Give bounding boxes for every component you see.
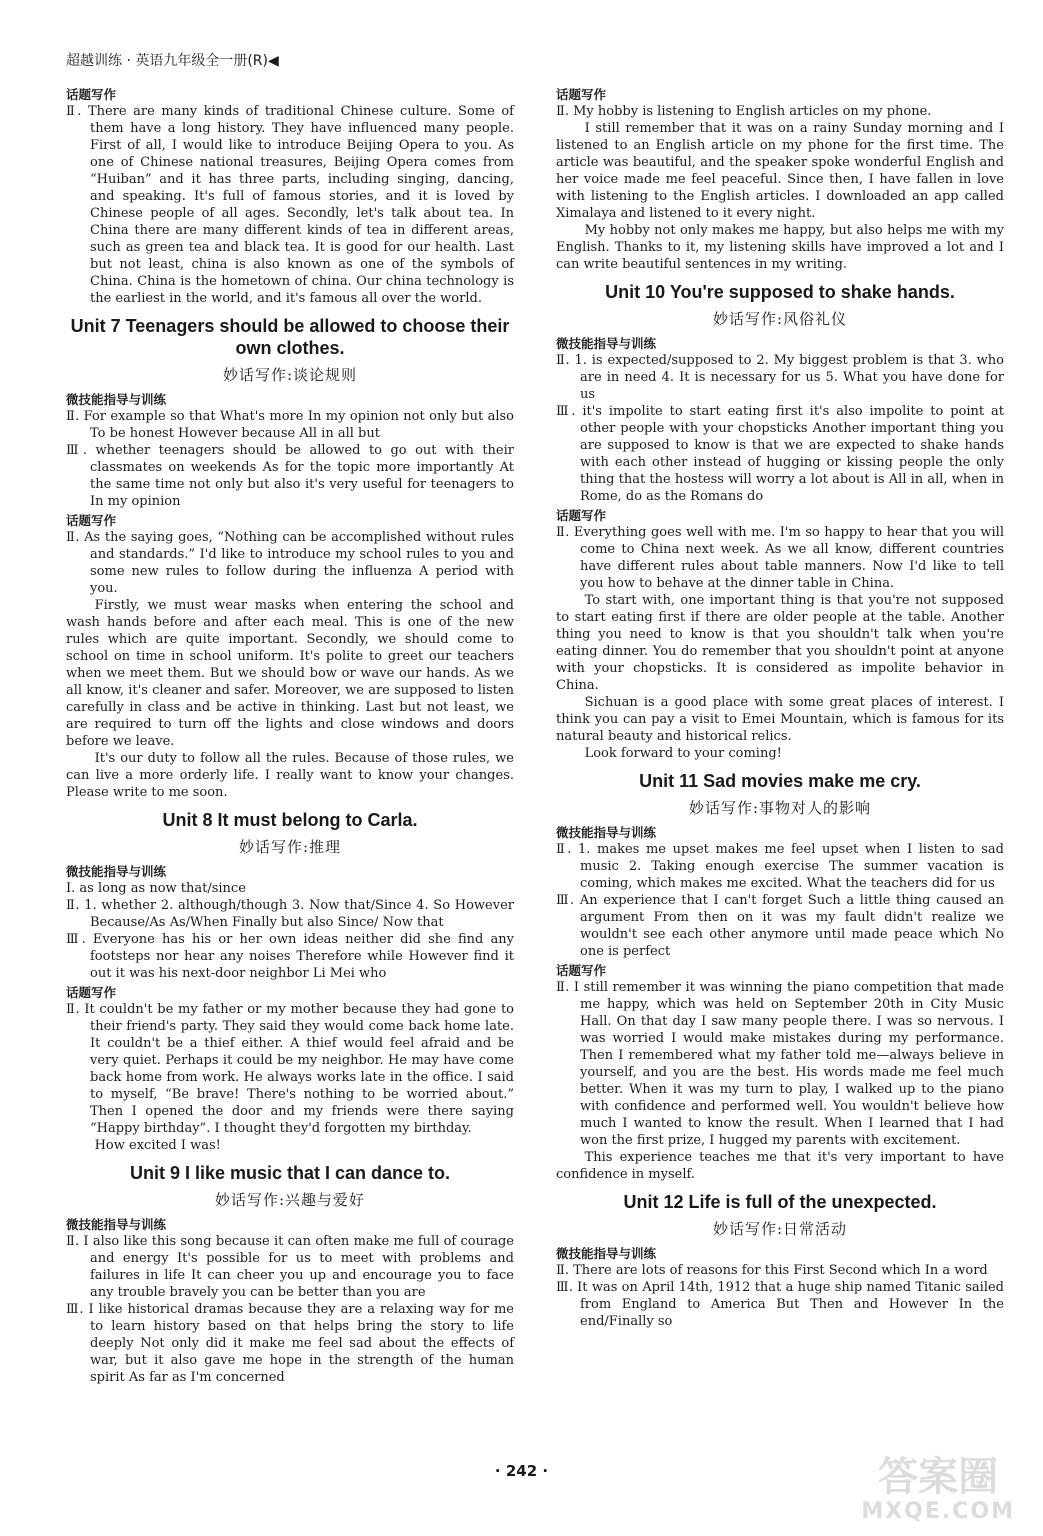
paragraph: This experience teaches me that it's very important to have confidence in myself.	[556, 1150, 1004, 1182]
right-column	[556, 84, 1004, 1330]
section-label: 微技能指导与训练	[556, 825, 657, 840]
paragraph: Ⅱ. My hobby is listening to English articles on my phone.	[556, 104, 932, 119]
unit-title: Unit 12 Life is full of the unexpected.	[623, 1192, 937, 1212]
left-column	[66, 84, 514, 1386]
section-label: 话题写作	[556, 963, 607, 978]
paragraph: Ⅲ. Everyone has his or her own ideas neither did she find any footsteps nor hear any noises Therefore while However find it out it was his next-door neighbor Li Mei who	[66, 932, 514, 981]
section-label: 话题写作	[66, 985, 117, 1000]
page-header: 超越训练 · 英语九年级全一册(R)◀	[66, 53, 279, 69]
paragraph: Sichuan is a good place with some great places of interest. I think you can pay a visit to Emei Mountain, which is famous for its natural beauty and historical relics.	[556, 695, 1004, 744]
page-number: · 242 ·	[494, 1462, 549, 1480]
writing-topic: 妙话写作:兴趣与爱好	[214, 1191, 366, 1209]
paragraph: My hobby not only makes me happy, but also helps me with my English. Thanks to it, my listening skills have improved a lot and I can write beautiful sentences in my writing.	[556, 223, 1004, 272]
section-label: 微技能指导与训练	[66, 1217, 167, 1232]
paragraph: To start with, one important thing is that you're not supposed to start eating first if there are older people at the table. Another thing you need to know is that you shouldn't talk when you're eating dinner. You do remember that you shouldn't point at anyone with your chopsticks. It is considered as impolite behavior in China.	[556, 593, 1004, 693]
unit-title: Unit 9 I like music that I can dance to.	[129, 1163, 451, 1183]
paragraph: Ⅱ. 1. whether 2. although/though 3. Now that/Since 4. So However Because/As As/When Finally but also Since/ Now that	[66, 898, 514, 930]
watermark-url: MXQE.COM	[861, 1499, 1015, 1524]
section-label: 微技能指导与训练	[66, 392, 167, 407]
writing-topic: 妙话写作:事物对人的影响	[688, 799, 872, 817]
section-label: 微技能指导与训练	[556, 336, 657, 351]
paragraph: Ⅲ. it's impolite to start eating first it's also impolite to point at other people with your chopsticks Another important thing you are supposed to know is that we are expected to shake hands with each other instead of hugging or kissing people the only thing that the hostess will worry a lot about is All in all, when in Rome, do as the Romans do	[556, 404, 1004, 504]
paragraph: Ⅰ. as long as now that/since	[66, 881, 246, 896]
paragraph: Look forward to your coming!	[584, 746, 782, 761]
watermark	[861, 1455, 1015, 1524]
watermark-text: 答案圈	[878, 1454, 999, 1500]
paragraph: Firstly, we must wear masks when entering the school and wash hands before and after each meal. This is one of the new rules which are quite important. Secondly, we should come to school on time in school uniform. It's polite to greet our teachers when we meet them. But we should bow or wave our hands. As we all know, it's cleaner and safer. Moreover, we are supposed to listen carefully in class and be active in thinking. Last but not least, we are required to turn off the lights and close windows and doors before we leave.	[66, 598, 514, 749]
unit-title: Unit 10 You're supposed to shake hands.	[605, 282, 955, 302]
section-label: 微技能指导与训练	[556, 1246, 657, 1261]
paragraph: Ⅱ. For example so that What's more In my opinion not only but also To be honest However because All in all but	[66, 409, 514, 441]
paragraph: Ⅱ. As the saying goes, “Nothing can be accomplished without rules and standards.” I'd like to introduce my school rules to you and some new rules to follow during the influenza A period with you.	[66, 530, 514, 596]
paragraph: Ⅲ. whether teenagers should be allowed to go out with their classmates on weekends As for the topic more importantly At the same time not only but also it's very useful for teenagers to In my opinion	[66, 443, 514, 509]
paragraph: Ⅱ. There are many kinds of traditional Chinese culture. Some of them have a long history. They have influenced many people. First of all, I would like to introduce Beijing Opera to you. As one of Chinese national treasures, Beijing Opera comes from “Huiban” and it has three parts, including singing, dancing, and speaking. It's full of famous stories, and it is loved by Chinese people of all ages. Secondly, let's talk about tea. In China there are many different kinds of tea in different areas, such as green tea and black tea. It is good for our health. Last but not least, china is also known as one of the symbols of China. China is the hometown of china. Our china technology is the earliest in the world, and it's famous all over the world.	[66, 104, 514, 306]
writing-topic: 妙话写作:谈论规则	[222, 366, 358, 384]
unit-title: Unit 8 It must belong to Carla.	[162, 810, 418, 830]
paragraph: Ⅲ. An experience that I can't forget Such a little thing caused an argument From then on it was my fault didn't realize we wouldn't see each other anymore until made peace which No one is perfect	[556, 893, 1004, 959]
section-label: 微技能指导与训练	[66, 864, 167, 879]
section-label: 话题写作	[556, 87, 607, 102]
paragraph: Ⅲ. It was on April 14th, 1912 that a huge ship named Titanic sailed from England to America But Then and However In the end/Finally so	[556, 1280, 1004, 1329]
paragraph: I still remember that it was on a rainy Sunday morning and I listened to an English article on my phone for the first time. The article was beautiful, and the speaker spoke wonderful English and her voice made me feel peaceful. Since then, I have fallen in love with listening to the English articles. I downloaded an app called Ximalaya and listened to it every night.	[556, 121, 1004, 221]
unit-title: Unit 7 Teenagers should be allowed to choose their own clothes.	[70, 316, 510, 358]
paragraph: Ⅱ. It couldn't be my father or my mother because they had gone to their friend's party. They said they would come back home late. It couldn't be a thief either. A thief would feel afraid and be very quiet. Perhaps it could be my neighbor. He may have come back home from work. He always works late in the office. I said to myself, “Be brave! There's nothing to be worried about.” Then I opened the door and my friends were there saying “Happy birthday”. I thought they'd forgotten my birthday.	[66, 1002, 514, 1136]
paragraph: Ⅱ. 1. makes me upset makes me feel upset when I listen to sad music 2. Taking enough exercise The summer vacation is coming, which makes me excited. What the teachers did for us	[556, 842, 1004, 891]
paragraph: Ⅲ. I like historical dramas because they are a relaxing way for me to learn history based on that helps bring the story to life deeply Not only did it make me feel sad about the effects of war, but it also gave me hope in the strength of the human spirit As far as I'm concerned	[66, 1302, 514, 1385]
section-label: 话题写作	[66, 87, 117, 102]
paragraph: Ⅱ. There are lots of reasons for this First Second which In a word	[556, 1263, 988, 1278]
writing-topic: 妙话写作:日常活动	[712, 1220, 848, 1238]
writing-topic: 妙话写作:风俗礼仪	[712, 310, 848, 328]
unit-title: Unit 11 Sad movies make me cry.	[639, 771, 921, 791]
paragraph: How excited I was!	[94, 1138, 221, 1153]
paragraph: Ⅱ. I still remember it was winning the piano competition that made me happy, which was held on September 20th in City Music Hall. On that day I saw many people there. I was so nervous. I was worried I would make mistakes during my performance. Then I remembered what my father told me—always believe in yourself, and you are the best. His words made me feel much better. When it was my turn to play, I walked up to the piano with confidence and performed well. You wouldn't believe how much I wanted to know the result. When I learned that I had won the first prize, I hugged my parents with excitement.	[556, 980, 1004, 1148]
writing-topic: 妙话写作:推理	[238, 838, 342, 856]
section-label: 话题写作	[66, 513, 117, 528]
paragraph: Ⅱ. Everything goes well with me. I'm so happy to hear that you will come to China next week. As we all know, different countries have different rules about table manners. Now I'd like to tell you how to behave at the dinner table in China.	[556, 525, 1004, 591]
paragraph: Ⅱ. 1. is expected/supposed to 2. My biggest problem is that 3. who are in need 4. It is necessary for us 5. What you have done for us	[556, 353, 1004, 402]
paragraph: It's our duty to follow all the rules. Because of those rules, we can live a more orderly life. I really want to know your changes. Please write to me soon.	[66, 751, 514, 800]
paragraph: Ⅱ. I also like this song because it can often make me full of courage and energy It's possible for us to meet with problems and failures in life It can cheer you up and encourage you to face any trouble bravely you can be better than you are	[66, 1234, 514, 1300]
section-label: 话题写作	[556, 508, 607, 523]
